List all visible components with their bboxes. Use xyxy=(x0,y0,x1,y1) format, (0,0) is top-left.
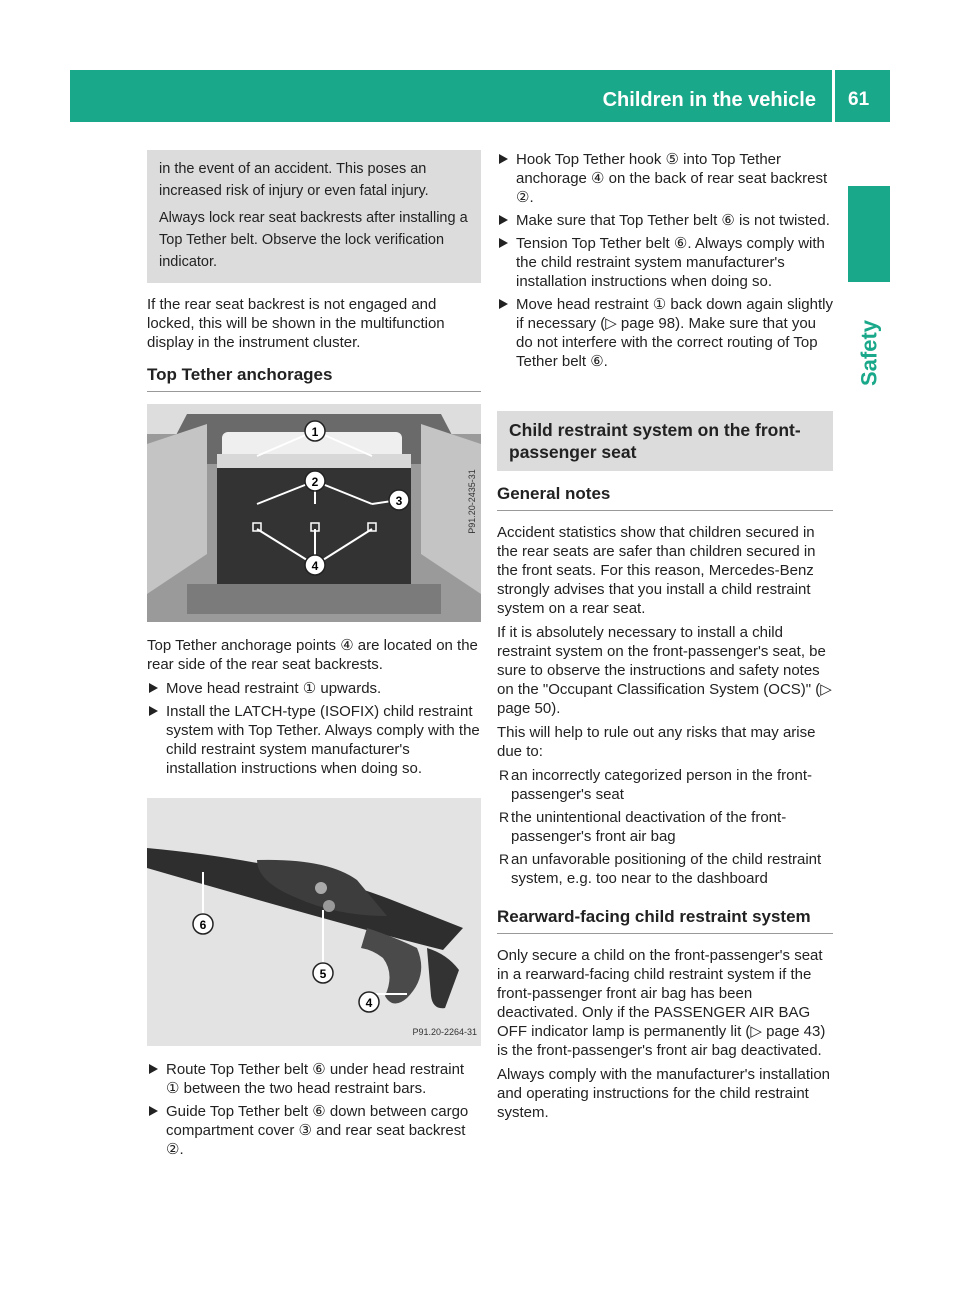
svg-text:5: 5 xyxy=(319,967,327,981)
paragraph: This will help to rule out any risks that may arise due to: xyxy=(497,724,816,760)
bullet-text: the unintentional deactivation of the front-passenger's front air bag xyxy=(511,809,787,845)
bullet-marker: R xyxy=(499,851,510,867)
warning-text: in the event of an accident. This poses an increased risk of injury or even fatal injury. xyxy=(159,161,429,199)
paragraph: Always comply with the manufacturer's installation and operating instructions for the child restraint system. xyxy=(497,1066,831,1121)
paragraph: If it is absolutely necessary to install a child restraint system on the front-passenger's seat, be sure to observe the instructions and safety notes on the "Occupant Classification System (OCS)" (▷ page 50). xyxy=(497,624,832,717)
section-tab-marker xyxy=(848,186,890,282)
chapter-title: Children in the vehicle xyxy=(602,89,816,111)
tether-hook-illustration xyxy=(147,798,481,1046)
bullet-item xyxy=(497,766,833,804)
paragraph: Top Tether anchorage points ④ are located on the rear side of the rear seat backrests. xyxy=(147,637,478,673)
subsection-heading: General notes xyxy=(497,483,833,511)
svg-text:4: 4 xyxy=(365,996,373,1010)
instruction-step: Move head restraint ① upwards. xyxy=(147,679,481,698)
svg-text:4: 4 xyxy=(311,559,319,573)
callout-marker xyxy=(359,992,379,1012)
warning-text: Always lock rear seat backrests after installing a Top Tether belt. Observe the lock verification indicator. xyxy=(159,210,468,270)
bullet-marker: R xyxy=(499,767,510,783)
callout-marker xyxy=(305,471,325,491)
section-heading-box: Child restraint system on the front-passenger seat xyxy=(497,411,833,471)
bullet-text: an incorrectly categorized person in the front-passenger's seat xyxy=(511,767,812,803)
left-column xyxy=(147,150,481,1163)
callout-marker xyxy=(305,555,325,575)
paragraph: Accident statistics show that children secured in the rear seats are safer than children secured in the front seats. For this reason, Mercedes-Benz strongly advises that you install a child restraint system on a rear seat. xyxy=(497,524,816,617)
callout-marker xyxy=(305,421,325,441)
paragraph: Only secure a child on the front-passenger's seat in a rearward-facing child restraint system if the front-passenger front air bag has been deactivated. Only if the PASSENGER AIR BAG OFF indicator lamp is permanently lit (▷ page 43) is the front-passenger's front air bag deactivated. xyxy=(497,947,826,1059)
bullet-item xyxy=(497,850,833,888)
bullet-marker: R xyxy=(499,809,510,825)
callout-marker xyxy=(313,963,333,983)
instruction-step: Make sure that Top Tether belt ⑥ is not twisted. xyxy=(497,211,833,230)
instruction-step: Hook Top Tether hook ⑤ into Top Tether anchorage ④ on the back of rear seat backrest ②. xyxy=(497,150,833,207)
figure-top-tether-hook xyxy=(147,798,481,1046)
instruction-step: Guide Top Tether belt ⑥ down between cargo compartment cover ③ and rear seat backrest ②. xyxy=(147,1102,481,1159)
warning-box xyxy=(147,150,481,283)
instruction-step: Move head restraint ① back down again slightly if necessary (▷ page 98). Make sure that you do not interfere with the correct routing of Top Tether belt ⑥. xyxy=(497,295,833,371)
instruction-step: Install the LATCH-type (ISOFIX) child restraint system with Top Tether. Always comply with the child restraint system manufacturer's installation instructions when doing so. xyxy=(147,702,481,778)
instruction-step: Route Top Tether belt ⑥ under head restraint ① between the two head restraint bars. xyxy=(147,1060,481,1098)
svg-text:2: 2 xyxy=(311,475,319,489)
rear-seat-illustration xyxy=(147,404,481,622)
svg-text:3: 3 xyxy=(395,494,403,508)
svg-text:1: 1 xyxy=(311,425,319,439)
figure-code: P91.20-2264-31 xyxy=(412,1027,477,1037)
page-number: 61 xyxy=(848,89,870,110)
svg-text:6: 6 xyxy=(199,918,207,932)
figure-rear-seat-anchorages xyxy=(147,404,481,622)
right-column xyxy=(497,150,833,1127)
paragraph: If the rear seat backrest is not engaged and locked, this will be shown in the multifunction display in the instrument cluster. xyxy=(147,296,445,351)
callout-marker xyxy=(193,914,213,934)
header-divider xyxy=(832,70,835,122)
instruction-step: Tension Top Tether belt ⑥. Always comply with the child restraint system manufacturer's installation instructions when doing so. xyxy=(497,234,833,291)
bullet-text: an unfavorable positioning of the child restraint system, e.g. too near to the dashboard xyxy=(511,851,822,887)
section-tab-label: Safety xyxy=(856,319,882,387)
bullet-item xyxy=(497,808,833,846)
subsection-heading: Rearward-facing child restraint system xyxy=(497,906,833,934)
callout-marker xyxy=(389,490,409,510)
section-heading: Top Tether anchorages xyxy=(147,364,481,392)
figure-code: P91.20-2435-31 xyxy=(467,469,478,534)
